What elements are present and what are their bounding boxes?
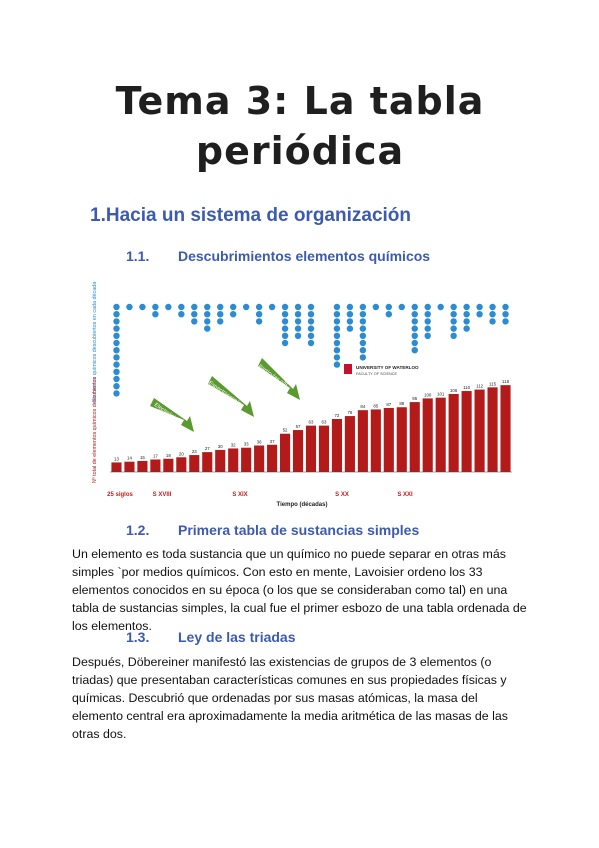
discovery-circle <box>152 311 158 317</box>
discovery-circle <box>450 304 456 310</box>
discovery-circle <box>282 325 288 331</box>
discovery-circle <box>230 304 236 310</box>
discovery-circle <box>347 304 353 310</box>
discovery-circle <box>347 318 353 324</box>
subsection-heading-1-1 <box>126 248 430 264</box>
discovery-circle <box>308 304 314 310</box>
discovery-circle <box>437 304 443 310</box>
discovery-circle <box>425 318 431 324</box>
bar-value-label: 27 <box>204 446 210 452</box>
era-label: S XX <box>335 492 349 498</box>
discovery-circle <box>217 304 223 310</box>
page-title <box>60 76 540 176</box>
bar-value-label: 37 <box>269 438 275 444</box>
discovery-circle <box>334 333 340 339</box>
bar-value-label: 101 <box>437 391 445 397</box>
discovery-circle <box>217 318 223 324</box>
discovery-circle <box>308 340 314 346</box>
logo-line-2: FACULTY OF SCIENCE <box>356 372 397 376</box>
discovery-circle <box>113 383 119 389</box>
total-elements-bar <box>306 426 316 472</box>
discovery-circle <box>412 347 418 353</box>
bar-value-label: 95 <box>412 396 418 402</box>
total-elements-bar <box>267 445 277 472</box>
discovery-circle <box>386 304 392 310</box>
discovery-circle <box>386 311 392 317</box>
top-y-axis-label: Elementos químicos descubiertos en cada década <box>92 281 98 403</box>
discovery-circle <box>347 325 353 331</box>
total-elements-bar <box>319 426 329 472</box>
bar-value-label: 20 <box>178 451 184 457</box>
discovery-circle <box>191 304 197 310</box>
discovery-circle <box>412 318 418 324</box>
discovery-circle <box>450 333 456 339</box>
bar-value-label: 115 <box>489 381 497 387</box>
discovery-circle <box>334 361 340 367</box>
discovery-circle <box>282 318 288 324</box>
discovery-circle <box>113 347 119 353</box>
total-elements-bar <box>124 462 134 472</box>
discovery-circle <box>463 318 469 324</box>
subsection-label: Primera tabla de sustancias simples <box>178 522 420 538</box>
bar-value-label: 110 <box>463 385 471 391</box>
discovery-circle <box>334 304 340 310</box>
annotation-arrow <box>207 376 254 417</box>
total-elements-bars <box>111 379 510 472</box>
discovery-circle <box>360 333 366 339</box>
bar-value-label: 106 <box>449 387 458 393</box>
discovery-circle <box>152 304 158 310</box>
page-title-line-2: periódica <box>195 129 405 173</box>
discovery-circle <box>113 318 119 324</box>
discovery-circle <box>360 347 366 353</box>
total-elements-bar <box>475 390 485 472</box>
total-elements-bar <box>228 448 238 472</box>
annotation-arrow <box>257 358 300 400</box>
bar-value-label: 84 <box>360 404 366 410</box>
discovery-circle <box>450 325 456 331</box>
discovery-circle <box>450 318 456 324</box>
discovery-circle <box>502 318 508 324</box>
total-elements-bar <box>423 398 433 472</box>
discovery-circle <box>463 304 469 310</box>
bar-value-label: 17 <box>152 453 158 459</box>
discovery-circle <box>308 333 314 339</box>
discovery-circle <box>489 304 495 310</box>
total-elements-bar <box>176 457 186 472</box>
discovery-circle <box>412 333 418 339</box>
discovery-circle <box>269 304 275 310</box>
discovery-circle <box>165 304 171 310</box>
total-elements-bar <box>371 409 381 472</box>
subsection-heading-1-2 <box>126 522 419 538</box>
bar-value-label: 14 <box>127 455 132 461</box>
bar-value-label: 33 <box>243 441 249 447</box>
section-number: 1. <box>90 205 106 226</box>
section-label: Hacia un sistema de organización <box>105 205 412 226</box>
total-elements-bar <box>137 461 147 472</box>
era-label: 25 siglos <box>107 492 133 498</box>
bar-value-label: 85 <box>373 403 379 409</box>
paragraph-lavoisier: Un elemento es toda sustancia que un químico no puede separar en otras más simples `por medios químicos. Con esto en mente, Lavoisier ordeno los 33 elementos conocidos en su época (o los que se consideraban como tal) en una tabla de sustancias simples, la cual fue el primer esbozo de una tabla ordenada de los elementos. <box>72 547 527 633</box>
discovery-circle <box>373 304 379 310</box>
discovery-circle <box>476 304 482 310</box>
discovery-circle <box>412 325 418 331</box>
bar-value-label: 76 <box>347 410 353 416</box>
total-elements-bar <box>384 408 394 472</box>
bar-value-label: 118 <box>502 379 510 385</box>
discovery-circle <box>425 333 431 339</box>
discovery-circle <box>282 333 288 339</box>
discovery-circle <box>256 311 262 317</box>
discovery-circle <box>256 304 262 310</box>
discovery-circle <box>139 304 145 310</box>
era-label: S XXI <box>397 492 413 498</box>
discovery-circle <box>191 311 197 317</box>
discovery-circle <box>360 311 366 317</box>
discovery-circle <box>308 311 314 317</box>
bar-value-label: 15 <box>139 454 145 460</box>
discovery-circle <box>113 311 119 317</box>
discovery-circle <box>399 304 405 310</box>
total-elements-bar <box>462 391 472 472</box>
page-title-line-1: Tema 3: La tabla <box>115 79 485 123</box>
discovery-circle <box>334 325 340 331</box>
discovery-circle <box>489 311 495 317</box>
bottom-y-axis-label: Nº total de elementos químicos descubiertos <box>92 376 98 484</box>
bar-value-label: 30 <box>217 443 223 449</box>
discovery-circle <box>295 311 301 317</box>
era-label: S XVIII <box>152 492 172 498</box>
discovery-circle <box>450 311 456 317</box>
total-elements-bar <box>345 416 355 472</box>
discovery-circle <box>282 340 288 346</box>
discovery-circle <box>126 304 132 310</box>
bar-value-label: 87 <box>386 401 392 407</box>
discovery-circle <box>489 318 495 324</box>
subsection-number: 1.2. <box>126 522 150 538</box>
section-heading-1 <box>90 205 411 227</box>
bar-value-label: 18 <box>165 452 171 458</box>
bar-value-label: 23 <box>191 449 197 455</box>
waterloo-crest-icon <box>344 364 352 374</box>
discovery-circle <box>204 325 210 331</box>
bar-value-label: 112 <box>476 383 484 389</box>
era-label: S XIX <box>232 492 248 498</box>
discovery-circle <box>295 318 301 324</box>
discovery-circle <box>463 325 469 331</box>
total-elements-bar <box>487 387 497 472</box>
discovery-circle <box>282 311 288 317</box>
discovery-circle <box>256 318 262 324</box>
discovery-circle <box>360 340 366 346</box>
discovery-circle <box>113 304 119 310</box>
total-elements-bar <box>189 455 199 472</box>
total-elements-bar <box>111 462 121 472</box>
discovery-circle <box>113 333 119 339</box>
discovery-circle <box>113 340 119 346</box>
total-elements-bar <box>150 459 160 472</box>
discovery-circle <box>360 354 366 360</box>
total-elements-bar <box>332 419 342 472</box>
annotation-label: Partículas α/β <box>256 363 289 389</box>
discovery-circle <box>347 311 353 317</box>
total-elements-bar <box>293 430 303 472</box>
discovery-circle <box>425 304 431 310</box>
annotation-label: Espectroscopía <box>207 380 243 408</box>
bar-value-label: 72 <box>334 413 340 419</box>
discovery-circle <box>113 376 119 382</box>
discovery-circle <box>412 304 418 310</box>
discovery-circle <box>502 311 508 317</box>
bar-value-label: 36 <box>256 439 262 445</box>
discovery-circle <box>463 311 469 317</box>
discovery-circle <box>425 311 431 317</box>
bar-value-label: 13 <box>114 456 119 462</box>
discovery-circle <box>412 340 418 346</box>
logo-line-1: UNIVERSITY OF WATERLOO <box>356 365 419 370</box>
discovery-circle <box>295 304 301 310</box>
discovery-circle <box>282 304 288 310</box>
discovery-circle <box>502 304 508 310</box>
annotation-arrow <box>150 398 194 432</box>
annotation-label: Electrolisis <box>152 402 179 423</box>
bar-value-label: 57 <box>295 424 301 430</box>
discovery-circle <box>295 333 301 339</box>
bar-value-label: 52 <box>282 427 288 433</box>
discovery-circle <box>178 304 184 310</box>
discovery-circle <box>360 318 366 324</box>
total-elements-bar <box>254 446 264 472</box>
discovery-circle <box>204 304 210 310</box>
elements-discovery-chart <box>80 280 520 508</box>
discovery-circle <box>334 354 340 360</box>
bar-value-label: 63 <box>308 419 314 425</box>
total-elements-bar <box>241 448 251 472</box>
bar-value-label: 32 <box>230 442 236 448</box>
total-elements-bar <box>202 452 212 472</box>
discovery-circle <box>178 311 184 317</box>
discovery-circle <box>230 311 236 317</box>
bar-value-label: 63 <box>321 419 327 425</box>
discovery-circle <box>308 318 314 324</box>
total-elements-bar <box>449 394 459 472</box>
discovery-circle <box>295 325 301 331</box>
discovery-circle <box>476 311 482 317</box>
subsection-number: 1.1. <box>126 248 150 264</box>
discovery-circle <box>360 304 366 310</box>
total-elements-bar <box>358 410 368 472</box>
subsection-label: Ley de las triadas <box>178 629 296 645</box>
discovery-circle <box>217 311 223 317</box>
total-elements-bar <box>436 398 446 472</box>
discovery-circle <box>412 311 418 317</box>
discovery-circle <box>334 340 340 346</box>
total-elements-bar <box>163 459 173 472</box>
discovery-circle <box>243 304 249 310</box>
discovery-circle <box>113 325 119 331</box>
discovery-circle <box>204 311 210 317</box>
discoveries-circle-grid <box>113 304 508 397</box>
waterloo-logo <box>344 364 419 376</box>
discovery-circle <box>113 354 119 360</box>
discovery-circle <box>308 325 314 331</box>
subsection-label: Descubrimientos elementos químicos <box>178 248 431 264</box>
total-elements-bar <box>500 385 510 472</box>
subsection-number: 1.3. <box>126 629 150 645</box>
discovery-circle <box>113 390 119 396</box>
discovery-circle <box>334 347 340 353</box>
total-elements-bar <box>215 450 225 472</box>
discovery-circle <box>360 325 366 331</box>
discovery-circle <box>113 361 119 367</box>
total-elements-bar <box>410 402 420 472</box>
discovery-circle <box>425 325 431 331</box>
discovery-circle <box>334 318 340 324</box>
total-elements-bar <box>397 407 407 472</box>
total-elements-bar <box>280 434 290 472</box>
subsection-heading-1-3 <box>126 629 296 645</box>
bar-value-label: 100 <box>424 392 432 398</box>
discovery-circle <box>191 318 197 324</box>
discovery-circle <box>113 369 119 375</box>
x-axis-label: Tiempo (décadas) <box>276 502 328 508</box>
paragraph-dobereiner: Después, Döbereiner manifestó las existencias de grupos de 3 elementos (o triadas) que presentaban características comunes en sus propiedades físicas y químicas. Descubrió que ordenadas por sus masas atómicas, la masa del elemento central era aproximadamente la media aritmética de las masas de las otras dos. <box>72 655 508 741</box>
bar-value-label: 88 <box>399 401 405 407</box>
discovery-circle <box>334 311 340 317</box>
discovery-circle <box>204 318 210 324</box>
